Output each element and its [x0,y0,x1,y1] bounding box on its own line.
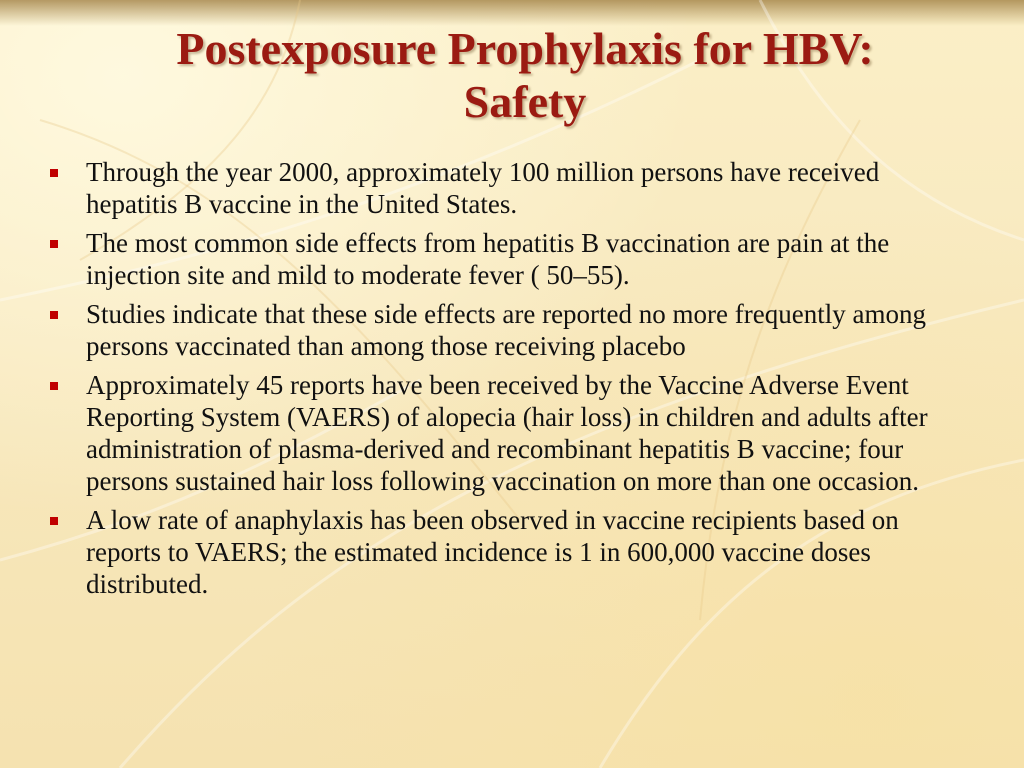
bullet-text: A low rate of anaphylaxis has been observed in vaccine recipients based on reports to VAERS; the estimated incidence is 1 in 600,000 vaccine doses distributed. [86,505,899,599]
bullet-item [46,369,966,497]
square-bullet-icon [50,311,58,319]
square-bullet-icon [50,240,58,248]
title-line-2: Safety [463,76,587,127]
bullet-text: Studies indicate that these side effects are reported no more frequently among persons vaccinated than among those receiving placebo [86,299,926,361]
square-bullet-icon [50,169,58,177]
title-line-1: Postexposure Prophylaxis for HBV: [176,23,874,74]
bullet-text: Through the year 2000, approximately 100 million persons have received hepatitis B vaccine in the United States. [86,157,880,219]
bullet-item [46,156,966,220]
slide-title [60,22,990,128]
bullet-text: The most common side effects from hepatitis B vaccination are pain at the injection site and mild to moderate fever ( 50–55). [86,228,890,290]
square-bullet-icon [50,382,58,390]
bullet-item [46,227,966,291]
square-bullet-icon [50,517,58,525]
bullet-list [46,156,966,607]
bullet-item [46,504,966,600]
bullet-item [46,298,966,362]
bullet-text: Approximately 45 reports have been received by the Vaccine Adverse Event Reporting System (VAERS) of alopecia (hair loss) in children and adults after administration of plasma-derived and recombinant hepatitis B vaccine; four persons sustained hair loss following vaccination on more than one occasion. [86,370,928,496]
